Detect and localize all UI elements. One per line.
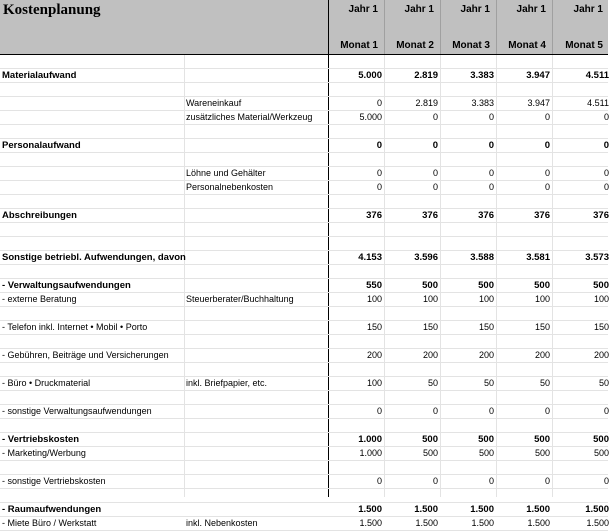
row-label-cell[interactable]: - externe Beratung — [2, 294, 77, 304]
value-cell-month-3[interactable]: 1.500 — [471, 518, 494, 528]
row-label-cell[interactable]: Sonstige betriebl. Aufwendungen, davon — [2, 252, 186, 263]
value-cell-month-3[interactable]: 500 — [478, 448, 494, 458]
value-cell-month-4[interactable] — [497, 223, 550, 236]
value-cell-month-1[interactable] — [329, 83, 382, 96]
value-cell-month-2[interactable]: 0 — [432, 406, 438, 416]
value-cell-month-4[interactable]: 150 — [534, 322, 550, 332]
value-cell-month-4[interactable]: 3.947 — [526, 70, 550, 81]
value-cell-month-5[interactable]: 0 — [603, 112, 609, 122]
value-cell-month-1[interactable] — [329, 55, 382, 68]
value-cell-month-3[interactable]: 1.500 — [470, 504, 494, 515]
value-cell-month-5[interactable] — [553, 419, 609, 432]
row-label-cell[interactable] — [2, 111, 182, 124]
table-row — [0, 475, 608, 489]
value-cell-month-2[interactable]: 200 — [422, 350, 438, 360]
row-detail-cell[interactable] — [186, 251, 326, 264]
header-band — [0, 0, 608, 55]
value-cell-month-5[interactable] — [553, 391, 609, 404]
value-cell-month-4[interactable]: 3.581 — [526, 252, 550, 263]
value-cell-month-5[interactable] — [553, 195, 609, 208]
year-label: Jahr 1 — [460, 4, 490, 15]
row-label-cell[interactable]: - Raumaufwendungen — [2, 504, 102, 515]
row-label-cell[interactable]: - Miete Büro / Werkstatt — [2, 518, 97, 528]
row-detail-cell[interactable] — [186, 265, 326, 278]
value-cell-month-4[interactable] — [497, 391, 550, 404]
value-cell-month-3[interactable] — [441, 335, 494, 348]
table-row — [0, 349, 608, 363]
value-cell-month-5[interactable]: 376 — [593, 210, 609, 221]
row-label-cell[interactable] — [2, 55, 182, 68]
value-cell-month-4[interactable]: 1.500 — [527, 518, 550, 528]
row-detail-cell[interactable] — [186, 349, 326, 362]
row-detail-cell[interactable]: Löhne und Gehälter — [186, 168, 266, 178]
month-label: Monat 5 — [565, 40, 603, 51]
title-cell[interactable] — [0, 0, 329, 54]
value-cell-month-2[interactable]: 100 — [422, 294, 438, 304]
value-cell-month-1[interactable]: 1.000 — [358, 434, 382, 445]
row-detail-cell[interactable]: inkl. Nebenkosten — [186, 518, 258, 528]
value-cell-month-3[interactable] — [441, 83, 494, 96]
sheet-title: Kostenplanung — [3, 2, 101, 18]
value-cell-month-2[interactable]: 3.596 — [414, 252, 438, 263]
row-detail-cell[interactable] — [186, 237, 326, 250]
value-cell-month-4[interactable] — [497, 125, 550, 138]
table-row — [0, 111, 608, 125]
table-row — [0, 335, 608, 349]
row-label-cell[interactable] — [2, 335, 182, 348]
value-cell-month-3[interactable] — [441, 391, 494, 404]
value-cell-month-4[interactable] — [497, 83, 550, 96]
value-cell-month-5[interactable]: 1.500 — [585, 504, 609, 515]
row-detail-cell[interactable]: Steuerberater/Buchhaltung — [186, 294, 294, 304]
row-detail-cell[interactable] — [186, 321, 326, 334]
row-detail-cell[interactable] — [186, 419, 326, 432]
value-cell-month-2[interactable]: 0 — [432, 112, 438, 122]
row-detail-cell[interactable] — [186, 279, 326, 292]
table-row — [0, 139, 608, 153]
row-label-cell[interactable]: - Marketing/Werbung — [2, 448, 86, 458]
value-cell-month-1[interactable] — [329, 265, 382, 278]
table-row — [0, 125, 608, 139]
value-cell-month-4[interactable] — [497, 419, 550, 432]
value-cell-month-1[interactable]: 0 — [376, 406, 382, 416]
value-cell-month-4[interactable] — [497, 307, 550, 320]
row-label-cell[interactable] — [2, 489, 182, 502]
value-cell-month-2[interactable] — [385, 489, 438, 502]
value-cell-month-1[interactable] — [329, 125, 382, 138]
table-row — [0, 419, 608, 433]
value-cell-month-4[interactable] — [497, 265, 550, 278]
table-row — [0, 363, 608, 377]
row-detail-cell[interactable] — [186, 153, 326, 166]
value-cell-month-2[interactable]: 0 — [432, 182, 438, 192]
month-label: Monat 1 — [340, 40, 378, 51]
value-cell-month-5[interactable] — [553, 125, 609, 138]
value-cell-month-3[interactable]: 200 — [478, 350, 494, 360]
value-cell-month-1[interactable]: 4.153 — [358, 252, 382, 263]
value-cell-month-5[interactable] — [553, 489, 609, 502]
table-row — [0, 209, 608, 223]
value-cell-month-5[interactable] — [553, 265, 609, 278]
value-cell-month-5[interactable]: 0 — [603, 476, 609, 486]
value-cell-month-5[interactable]: 500 — [593, 448, 609, 458]
value-cell-month-2[interactable] — [385, 307, 438, 320]
value-cell-month-1[interactable]: 0 — [376, 98, 382, 108]
row-label-cell[interactable] — [2, 391, 182, 404]
value-cell-month-1[interactable]: 550 — [366, 280, 382, 291]
value-cell-month-1[interactable] — [329, 363, 382, 376]
value-cell-month-4[interactable] — [497, 461, 550, 474]
row-label-cell[interactable] — [2, 125, 182, 138]
value-cell-month-4[interactable]: 376 — [534, 210, 550, 221]
value-cell-month-4[interactable]: 0 — [544, 182, 550, 192]
value-cell-month-4[interactable] — [497, 237, 550, 250]
value-cell-month-3[interactable]: 0 — [488, 182, 494, 192]
value-cell-month-1[interactable]: 5.000 — [358, 70, 382, 81]
row-label-cell[interactable]: - Telefon inkl. Internet • Mobil • Porto — [2, 322, 148, 332]
table-row — [0, 503, 608, 517]
value-cell-month-3[interactable] — [441, 223, 494, 236]
row-detail-cell[interactable] — [186, 223, 326, 236]
value-cell-month-4[interactable]: 100 — [534, 294, 550, 304]
value-cell-month-4[interactable]: 200 — [534, 350, 550, 360]
value-cell-month-3[interactable] — [441, 461, 494, 474]
value-cell-month-3[interactable]: 500 — [478, 434, 494, 445]
value-cell-month-5[interactable] — [553, 153, 609, 166]
value-cell-month-3[interactable]: 50 — [483, 378, 494, 388]
value-cell-month-2[interactable] — [385, 335, 438, 348]
value-cell-month-3[interactable]: 3.383 — [471, 98, 494, 108]
value-cell-month-2[interactable]: 1.500 — [415, 518, 438, 528]
value-cell-month-3[interactable]: 0 — [488, 140, 494, 151]
row-detail-cell[interactable] — [186, 489, 326, 502]
value-cell-month-5[interactable]: 0 — [603, 406, 609, 416]
table-row — [0, 377, 608, 391]
value-cell-month-3[interactable]: 150 — [478, 322, 494, 332]
value-cell-month-2[interactable] — [385, 461, 438, 474]
row-label-cell[interactable]: - Vertriebskosten — [2, 434, 80, 445]
column-header-3[interactable] — [441, 0, 497, 54]
row-detail-cell[interactable] — [186, 475, 326, 488]
value-cell-month-2[interactable]: 0 — [432, 476, 438, 486]
value-cell-month-2[interactable]: 500 — [422, 448, 438, 458]
value-cell-month-5[interactable] — [553, 335, 609, 348]
row-detail-cell[interactable] — [186, 125, 326, 138]
value-cell-month-2[interactable]: 376 — [422, 210, 438, 221]
value-cell-month-5[interactable]: 4.511 — [587, 98, 609, 108]
value-cell-month-3[interactable] — [441, 195, 494, 208]
value-cell-month-4[interactable]: 0 — [544, 168, 550, 178]
table-row — [0, 251, 608, 265]
table-row — [0, 83, 608, 97]
column-header-5[interactable] — [553, 0, 609, 54]
table-row — [0, 69, 608, 83]
row-detail-cell[interactable]: zusätzliches Material/Werkzeug — [186, 112, 313, 122]
value-cell-month-2[interactable] — [385, 195, 438, 208]
table-row — [0, 321, 608, 335]
value-cell-month-5[interactable] — [553, 55, 609, 68]
value-cell-month-2[interactable] — [385, 83, 438, 96]
value-cell-month-1[interactable]: 0 — [376, 476, 382, 486]
row-label-cell[interactable]: Materialaufwand — [2, 70, 77, 81]
value-cell-month-5[interactable] — [553, 237, 609, 250]
row-detail-cell[interactable] — [186, 209, 326, 222]
value-cell-month-5[interactable]: 200 — [593, 350, 609, 360]
value-cell-month-2[interactable] — [385, 391, 438, 404]
value-cell-month-1[interactable] — [329, 461, 382, 474]
value-cell-month-1[interactable] — [329, 307, 382, 320]
table-row — [0, 181, 608, 195]
value-cell-month-4[interactable]: 0 — [544, 140, 550, 151]
value-cell-month-3[interactable] — [441, 489, 494, 502]
row-detail-cell[interactable]: Personalnebenkosten — [186, 182, 274, 192]
value-cell-month-2[interactable] — [385, 265, 438, 278]
value-cell-month-2[interactable]: 500 — [422, 280, 438, 291]
value-cell-month-1[interactable] — [329, 223, 382, 236]
row-label-cell[interactable] — [2, 265, 182, 278]
value-cell-month-3[interactable]: 376 — [478, 210, 494, 221]
value-cell-month-4[interactable]: 0 — [544, 476, 550, 486]
value-cell-month-4[interactable] — [497, 489, 550, 502]
value-cell-month-1[interactable] — [329, 153, 382, 166]
row-label-cell[interactable]: - Gebühren, Beiträge und Versicherungen — [2, 350, 169, 360]
value-cell-month-4[interactable] — [497, 153, 550, 166]
table-row — [0, 265, 608, 279]
row-label-cell[interactable] — [2, 419, 182, 432]
row-label-cell[interactable] — [2, 237, 182, 250]
table-row — [0, 195, 608, 209]
table-row — [0, 391, 608, 405]
value-cell-month-3[interactable]: 0 — [488, 112, 494, 122]
value-cell-month-4[interactable] — [497, 195, 550, 208]
value-cell-month-1[interactable]: 100 — [366, 294, 382, 304]
value-cell-month-1[interactable]: 0 — [376, 182, 382, 192]
value-cell-month-2[interactable] — [385, 55, 438, 68]
value-cell-month-1[interactable]: 5.000 — [359, 112, 382, 122]
value-cell-month-5[interactable] — [553, 461, 609, 474]
value-cell-month-1[interactable]: 376 — [366, 210, 382, 221]
value-cell-month-5[interactable]: 150 — [593, 322, 609, 332]
table-row — [0, 293, 608, 307]
month-label: Monat 2 — [396, 40, 434, 51]
value-cell-month-5[interactable] — [553, 363, 609, 376]
value-cell-month-2[interactable]: 1.500 — [414, 504, 438, 515]
table-row — [0, 405, 608, 419]
value-cell-month-3[interactable]: 0 — [488, 406, 494, 416]
value-cell-month-2[interactable] — [385, 363, 438, 376]
value-cell-month-1[interactable]: 1.500 — [358, 504, 382, 515]
value-cell-month-2[interactable] — [385, 153, 438, 166]
value-cell-month-1[interactable]: 0 — [376, 140, 382, 151]
row-detail-cell[interactable] — [186, 139, 326, 152]
value-cell-month-2[interactable]: 500 — [422, 434, 438, 445]
value-cell-month-1[interactable] — [329, 335, 382, 348]
row-label-cell[interactable] — [2, 167, 182, 180]
row-label-cell[interactable] — [2, 223, 182, 236]
table-body — [0, 55, 608, 531]
table-row — [0, 489, 608, 503]
value-cell-month-5[interactable]: 0 — [603, 182, 609, 192]
table-row — [0, 461, 608, 475]
month-label: Monat 3 — [452, 40, 490, 51]
row-detail-cell[interactable] — [186, 405, 326, 418]
value-cell-month-1[interactable] — [329, 391, 382, 404]
value-cell-month-3[interactable]: 3.383 — [470, 70, 494, 81]
row-label-cell[interactable] — [2, 181, 182, 194]
value-cell-month-4[interactable]: 50 — [539, 378, 550, 388]
table-row — [0, 97, 608, 111]
row-label-cell[interactable]: - sonstige Vertriebskosten — [2, 476, 106, 486]
row-label-cell[interactable]: Personalaufwand — [2, 140, 81, 151]
row-label-cell[interactable] — [2, 307, 182, 320]
value-cell-month-3[interactable]: 3.588 — [470, 252, 494, 263]
table-row — [0, 517, 608, 531]
row-detail-cell[interactable]: Wareneinkauf — [186, 98, 242, 108]
value-cell-month-5[interactable] — [553, 223, 609, 236]
value-cell-month-1[interactable]: 1.000 — [359, 448, 382, 458]
row-label-cell[interactable] — [2, 363, 182, 376]
row-label-cell[interactable]: - sonstige Verwaltungsaufwendungen — [2, 406, 152, 416]
value-cell-month-1[interactable]: 1.500 — [359, 518, 382, 528]
column-header-1[interactable] — [329, 0, 385, 54]
value-cell-month-2[interactable] — [385, 223, 438, 236]
value-cell-month-3[interactable] — [441, 237, 494, 250]
row-detail-cell[interactable]: inkl. Briefpapier, etc. — [186, 378, 268, 388]
value-cell-month-3[interactable]: 100 — [478, 294, 494, 304]
value-cell-month-4[interactable]: 0 — [544, 406, 550, 416]
value-cell-month-5[interactable]: 500 — [593, 434, 609, 445]
value-cell-month-2[interactable]: 0 — [432, 140, 438, 151]
value-cell-month-2[interactable]: 50 — [427, 378, 438, 388]
value-cell-month-1[interactable] — [329, 489, 382, 502]
table-row — [0, 237, 608, 251]
table-row — [0, 447, 608, 461]
value-cell-month-3[interactable]: 0 — [488, 168, 494, 178]
value-cell-month-1[interactable] — [329, 237, 382, 250]
row-detail-cell[interactable] — [186, 391, 326, 404]
value-cell-month-3[interactable] — [441, 265, 494, 278]
value-cell-month-1[interactable]: 150 — [366, 322, 382, 332]
value-cell-month-2[interactable]: 150 — [422, 322, 438, 332]
value-cell-month-1[interactable] — [329, 195, 382, 208]
value-cell-month-2[interactable]: 2.819 — [415, 98, 438, 108]
value-cell-month-1[interactable] — [329, 419, 382, 432]
month-label: Monat 4 — [508, 40, 546, 51]
value-cell-month-5[interactable]: 100 — [593, 294, 609, 304]
table-row — [0, 153, 608, 167]
value-cell-month-1[interactable]: 0 — [376, 168, 382, 178]
row-detail-cell[interactable] — [186, 461, 326, 474]
value-cell-month-2[interactable]: 2.819 — [414, 70, 438, 81]
value-cell-month-3[interactable] — [441, 307, 494, 320]
row-detail-cell[interactable] — [186, 447, 326, 460]
value-cell-month-2[interactable] — [385, 237, 438, 250]
row-detail-cell[interactable] — [186, 503, 326, 516]
value-cell-month-5[interactable]: 0 — [603, 168, 609, 178]
value-cell-month-4[interactable] — [497, 335, 550, 348]
column-header-2[interactable] — [385, 0, 441, 54]
value-cell-month-5[interactable]: 3.573 — [585, 252, 609, 263]
row-label-cell[interactable] — [2, 195, 182, 208]
value-cell-month-3[interactable] — [441, 125, 494, 138]
value-cell-month-3[interactable] — [441, 419, 494, 432]
year-label: Jahr 1 — [573, 4, 603, 15]
value-cell-month-2[interactable]: 0 — [432, 168, 438, 178]
value-cell-month-4[interactable]: 1.500 — [526, 504, 550, 515]
row-label-cell[interactable]: Abschreibungen — [2, 210, 77, 221]
row-detail-cell[interactable] — [186, 433, 326, 446]
value-cell-month-1[interactable]: 200 — [366, 350, 382, 360]
table-row — [0, 223, 608, 237]
value-cell-month-4[interactable]: 0 — [544, 112, 550, 122]
row-detail-cell[interactable] — [186, 69, 326, 82]
value-cell-month-5[interactable]: 1.500 — [586, 518, 609, 528]
value-cell-month-3[interactable] — [441, 363, 494, 376]
table-row — [0, 307, 608, 321]
row-detail-cell[interactable] — [186, 83, 326, 96]
value-cell-month-5[interactable]: 4.511 — [585, 70, 609, 81]
value-cell-month-2[interactable] — [385, 419, 438, 432]
row-label-cell[interactable] — [2, 83, 182, 96]
value-cell-month-5[interactable] — [553, 83, 609, 96]
value-cell-month-5[interactable]: 0 — [603, 140, 609, 151]
year-label: Jahr 1 — [516, 4, 546, 15]
value-cell-month-4[interactable]: 500 — [534, 434, 550, 445]
row-label-cell[interactable]: - Büro • Druckmaterial — [2, 378, 91, 388]
year-label: Jahr 1 — [348, 4, 378, 15]
table-row — [0, 279, 608, 293]
value-cell-month-2[interactable] — [385, 125, 438, 138]
row-detail-cell[interactable] — [186, 363, 326, 376]
value-cell-month-4[interactable] — [497, 363, 550, 376]
value-cell-month-5[interactable] — [553, 307, 609, 320]
table-row — [0, 433, 608, 447]
column-header-4[interactable] — [497, 0, 553, 54]
row-label-cell[interactable] — [2, 97, 182, 110]
year-label: Jahr 1 — [404, 4, 434, 15]
table-row — [0, 167, 608, 181]
row-detail-cell[interactable] — [186, 55, 326, 68]
value-cell-month-4[interactable]: 3.947 — [527, 98, 550, 108]
row-label-cell[interactable] — [2, 153, 182, 166]
row-detail-cell[interactable] — [186, 335, 326, 348]
value-cell-month-4[interactable] — [497, 55, 550, 68]
value-cell-month-4[interactable]: 500 — [534, 280, 550, 291]
row-label-cell[interactable]: - Verwaltungsaufwendungen — [2, 280, 131, 291]
value-cell-month-5[interactable]: 500 — [593, 280, 609, 291]
value-cell-month-4[interactable]: 500 — [534, 448, 550, 458]
value-cell-month-3[interactable]: 0 — [488, 476, 494, 486]
value-cell-month-5[interactable]: 50 — [598, 378, 609, 388]
value-cell-month-3[interactable] — [441, 55, 494, 68]
value-cell-month-1[interactable]: 100 — [366, 378, 382, 388]
value-cell-month-3[interactable]: 500 — [478, 280, 494, 291]
table-row — [0, 55, 608, 69]
row-detail-cell[interactable] — [186, 307, 326, 320]
row-label-cell[interactable] — [2, 461, 182, 474]
value-cell-month-3[interactable] — [441, 153, 494, 166]
row-detail-cell[interactable] — [186, 195, 326, 208]
